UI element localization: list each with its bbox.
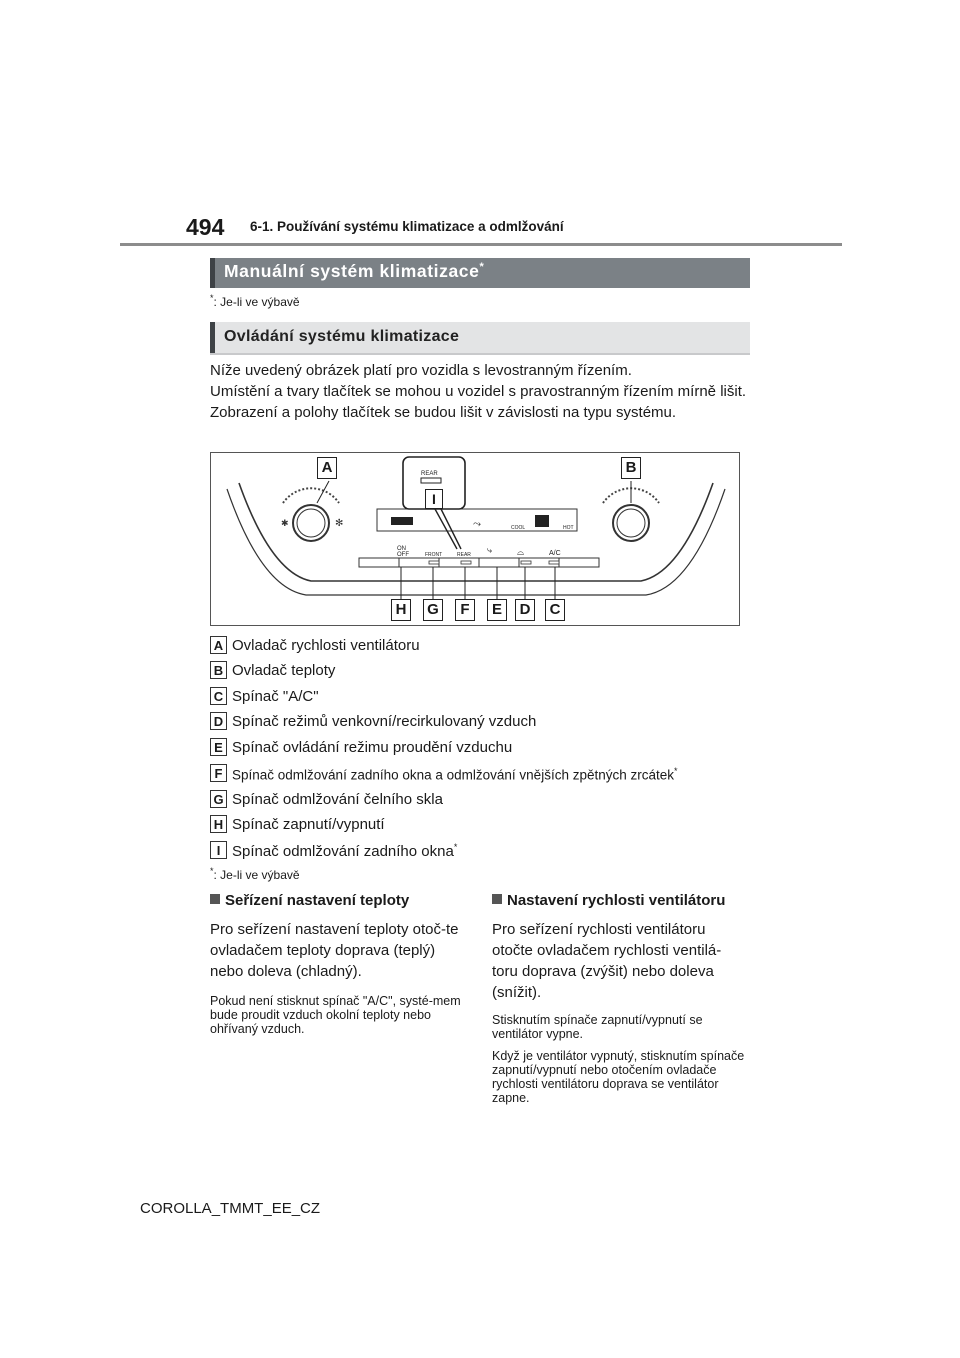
fan-speed-note-1-text: Stisknutím spínače zapnutí/vypnutí se ventilátor vypne. [492, 1013, 703, 1041]
section-title-edge [210, 258, 215, 288]
rear-defog-label: REAR [421, 471, 438, 477]
ac-led [549, 561, 559, 564]
intro-line-1: Níže uvedený obrázek platí pro vozidla s levostranným řízením. [210, 362, 632, 379]
intro-text [210, 360, 755, 423]
callout-d: D [515, 599, 535, 621]
subsection-title-bar [210, 322, 750, 355]
section-title [224, 261, 484, 282]
callout-e: E [487, 599, 507, 621]
fan-knob [293, 505, 329, 541]
section-title-mark: * [479, 261, 485, 274]
subsection-title-edge [210, 322, 215, 353]
climate-panel-figure [210, 452, 740, 626]
temp-knob [613, 505, 649, 541]
legend-label: Spínač "A/C" [232, 688, 319, 705]
recirc-led [521, 561, 531, 564]
section-title-bar [210, 258, 750, 288]
ac-label: A/C [549, 550, 561, 557]
on-label: ON [397, 546, 406, 552]
subsection-title: Ovládání systému klimatizace [224, 328, 460, 345]
page-number: 494 [186, 214, 225, 240]
legend-key: F [210, 764, 227, 782]
temperature-body [210, 919, 465, 982]
cool-label: COOL [511, 525, 526, 531]
section-footnote [210, 293, 300, 309]
legend-key: I [210, 841, 227, 859]
fan-level-bars [391, 517, 413, 525]
fan-speed-body-text: Pro seřízení rychlosti ventilátoru otočte ovladačem rychlosti ventilá-toru doprava (zvýšit) nebo doleva (snížit). [492, 921, 722, 1001]
legend-key: A [210, 636, 227, 654]
fan-speed-note-2-text: Když je ventilátor vypnutý, stisknutím spínače zapnutí/vypnutí nebo otočením ovladače rychlosti ventilátoru doprava se ventilátor zapne. [492, 1049, 745, 1105]
recirc-icon: ⌓ [517, 547, 525, 557]
callout-g: G [423, 599, 443, 621]
hot-label: HOT [563, 525, 574, 531]
fan-knob-arc [283, 488, 339, 503]
legend-label: Ovladač rychlosti ventilátoru [232, 637, 420, 654]
section-footnote-text: : Je-li ve výbavě [213, 295, 300, 309]
legend-label: Spínač zapnutí/vypnutí [232, 816, 385, 833]
fan-speed-note-1 [492, 1013, 747, 1041]
intro-line-3: Zobrazení a polohy tlačítek se budou lišit v závislosti na typu systému. [210, 404, 677, 421]
climate-panel-drawing [211, 453, 739, 625]
rear-label: REAR [457, 552, 471, 558]
bullet-square-icon [210, 894, 220, 904]
rear-led [461, 561, 471, 564]
legend-footnote [210, 866, 300, 882]
callout-b: B [621, 457, 641, 479]
legend-key: C [210, 687, 227, 705]
off-label: OFF [397, 552, 409, 558]
legend-label: Ovladač teploty [232, 662, 336, 679]
callout-a: A [317, 457, 337, 479]
header-rule [120, 243, 842, 246]
front-led [429, 561, 439, 564]
legend-key: E [210, 738, 227, 756]
legend-label: Spínač odmlžování čelního skla [232, 791, 443, 808]
fan-high-icon: ✻ [335, 518, 344, 529]
callout-h: H [391, 599, 411, 621]
legend-key: D [210, 712, 227, 730]
legend-key: B [210, 661, 227, 679]
chapter-title: 6-1. Používání systému klimatizace a odmlžování [250, 219, 564, 234]
rear-defog-led [421, 478, 441, 483]
legend-footnote-text: : Je-li ve výbavě [213, 868, 300, 882]
front-label: FRONT [425, 552, 443, 558]
temperature-note-text: Pokud není stisknut spínač "A/C", systé-mem bude proudit vzduch okolní teploty nebo ohřívaný vzduch. [210, 994, 461, 1036]
callout-i: I [425, 489, 443, 509]
airflow-icon: ⤳ [473, 519, 481, 530]
fan-speed-heading-text: Nastavení rychlosti ventilátoru [507, 892, 726, 909]
right-column [492, 892, 747, 1105]
callout-f: F [455, 599, 475, 621]
fan-low-icon: ✱ [281, 518, 289, 528]
legend-key: G [210, 790, 227, 808]
panel-outer-curve-2 [227, 489, 725, 595]
section-footnote-mark: * [210, 293, 214, 303]
temp-level-block [535, 515, 549, 527]
fan-speed-heading [492, 892, 747, 909]
legend-label: Spínač režimů venkovní/recirkulovaný vzduch [232, 713, 537, 730]
fan-speed-note-2 [492, 1049, 747, 1105]
intro-line-2: Umístění a tvary tlačítek se mohou u vozidel s pravostranným řízením mírně lišit. [210, 383, 747, 400]
fan-speed-body [492, 919, 747, 1003]
temperature-heading [210, 892, 465, 909]
callout-c: C [545, 599, 565, 621]
left-column [210, 892, 465, 1036]
airflow-mode-icon: ⤷ [487, 545, 493, 555]
bullet-square-icon [492, 894, 502, 904]
temperature-body-text: Pro seřízení nastavení teploty otoč-te ovladačem teploty doprava (teplý) nebo doleva (chladný). [210, 921, 459, 980]
legend-label: Spínač odmlžování zadního okna a odmlžování vnějších zpětných zrcátek* [232, 766, 678, 783]
document-id: COROLLA_TMMT_EE_CZ [140, 1200, 321, 1217]
section-title-text: Manuální systém klimatizace [224, 261, 480, 281]
legend-label: Spínač odmlžování zadního okna* [232, 842, 458, 860]
legend-label: Spínač ovládání režimu proudění vzduchu [232, 739, 513, 756]
legend-key: H [210, 815, 227, 833]
temperature-note [210, 994, 465, 1036]
temperature-heading-text: Seřízení nastavení teploty [225, 892, 410, 909]
legend-footnote-mark: * [210, 866, 214, 876]
